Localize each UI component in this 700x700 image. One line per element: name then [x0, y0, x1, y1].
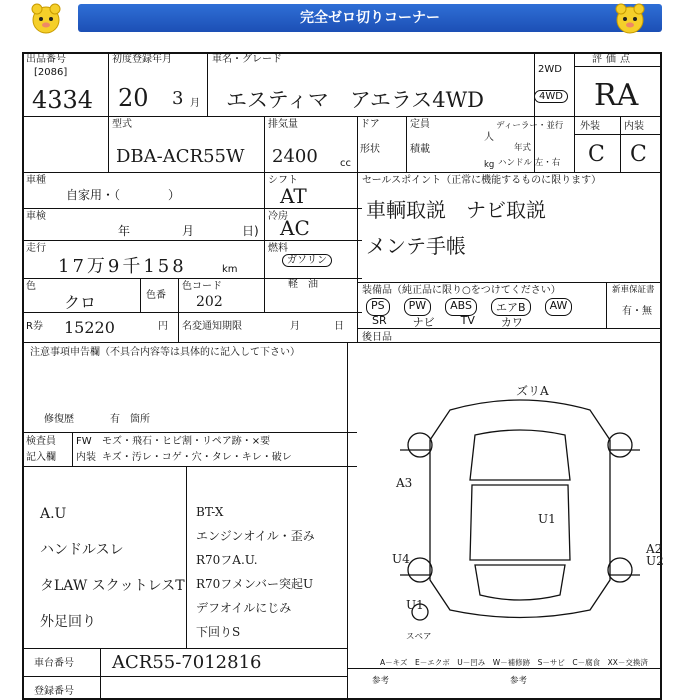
displacement-label: 排気量	[268, 119, 298, 130]
shape-label: 形状	[360, 144, 380, 155]
chassis-label: 車台番号	[34, 658, 74, 669]
comments-right	[196, 500, 315, 644]
fw-items: モズ・飛石・ヒビ割・リペア跡・×要	[102, 436, 271, 447]
exhibit-label: 出品番号	[26, 54, 66, 65]
mascot-right-icon	[612, 2, 648, 36]
sales-point-label: セールスポイント（正常に機能するものに限ります）	[362, 175, 602, 186]
mascot-left-icon	[28, 2, 64, 36]
inspector-comment: エンジンオイル・歪み	[196, 529, 315, 543]
car-name: エスティマ アエラス4WD	[226, 88, 485, 112]
name-change-month: 月	[290, 321, 300, 332]
mileage-label: 走行	[26, 243, 46, 254]
mark-u2: U2	[646, 554, 664, 568]
inspector-comment: R70フA.U.	[196, 553, 258, 567]
inspection-day-unit: 日)	[242, 224, 259, 238]
recycle-unit: 円	[158, 321, 168, 332]
equipment-item: エアB	[491, 298, 531, 316]
name-change-label: 名変通知期限	[182, 321, 242, 332]
inspector-comment: デフオイルにじみ	[196, 601, 292, 615]
handle-label: ハンドル 左・右	[498, 158, 561, 168]
mark-top: ズリA	[516, 384, 549, 398]
chassis-value: ACR55-7012816	[112, 652, 262, 673]
color-number-label: 色番	[146, 290, 166, 301]
door-label: ドア	[360, 119, 380, 130]
banner-title: 完全ゼロ切りコーナー	[78, 4, 662, 32]
exterior-grade: C	[588, 142, 605, 167]
recycle-label: R券	[26, 321, 43, 332]
car-kind-value: 自家用・（ ）	[66, 188, 181, 202]
mark-u4: U4	[392, 552, 410, 566]
inspector-comment: R70フメンバー突起U	[196, 577, 314, 591]
model-value: DBA-ACR55W	[116, 146, 245, 167]
evaluation-score: RA	[594, 78, 639, 113]
sales-point-line1: 車輌取説 ナビ取説	[366, 198, 546, 222]
repair-history-value: 有 箇所	[110, 414, 150, 425]
model-label: 型式	[112, 119, 132, 130]
fw-label: FW	[76, 436, 92, 447]
equipment-item: SR	[372, 314, 387, 327]
inspector-label: 検査員	[26, 436, 56, 447]
entry-label: 記入欄	[26, 452, 56, 463]
drive-4wd-circled: 4WD	[534, 90, 568, 103]
car-damage-diagram	[380, 380, 663, 630]
mark-u1-rear: U1	[406, 598, 424, 612]
inspection-label: 車検	[26, 211, 46, 222]
name-change-day: 日	[334, 321, 344, 332]
drive-2wd: 2WD	[538, 64, 562, 75]
comments-left	[40, 496, 185, 640]
displacement-value: 2400	[272, 146, 318, 167]
inspection-month-unit: 月	[182, 224, 195, 238]
inspector-comment: 外足回り	[40, 614, 96, 630]
recycle-value: 15220	[64, 318, 115, 337]
interior-items-label: 内装	[76, 452, 96, 463]
equipment-item: カワ	[500, 316, 523, 329]
fuel-label: 燃料	[268, 243, 288, 254]
load-label: 積載	[410, 144, 430, 155]
registration-label: 初度登録年月	[112, 54, 172, 65]
color-value: クロ	[64, 293, 97, 312]
mark-u1-center: U1	[538, 512, 556, 526]
registration-year: 20	[118, 84, 149, 112]
capacity-label: 定員	[410, 119, 430, 130]
color-code-label: 色コード	[182, 281, 222, 292]
load-unit: kg	[484, 160, 495, 170]
inspector-comment: BT-X	[196, 505, 224, 519]
equipment-item: ABS	[445, 298, 477, 316]
displacement-unit: cc	[340, 158, 351, 169]
year-label: 年式	[514, 143, 532, 153]
evaluation-label: 評価点	[592, 54, 634, 65]
capacity-unit: 人	[484, 132, 494, 143]
equipment-label: 装備品（純正品に限り○をつけてください）	[362, 285, 561, 296]
shift-value: AT	[280, 184, 307, 208]
equipment-item: PW	[404, 298, 432, 316]
car-kind-label: 車種	[26, 175, 46, 186]
shift-label: シフト	[268, 175, 298, 186]
mark-a3: A3	[396, 476, 413, 490]
footer-note-2: 参考	[510, 676, 528, 686]
mileage-unit: km	[222, 264, 238, 275]
fuel-light-oil: 軽 油	[288, 279, 318, 290]
interior-grade: C	[630, 142, 647, 167]
after-item-label: 後日品	[362, 332, 392, 343]
registration-month: 3	[172, 88, 184, 109]
interior-items: キズ・汚レ・コゲ・穴・タレ・キレ・破レ	[102, 452, 292, 463]
color-label: 色	[26, 281, 36, 292]
fuel-value-circled: ガソリン	[282, 254, 332, 267]
equipment-item: ナビ	[412, 316, 435, 329]
dealer-label: ディーラー・並行	[496, 121, 564, 131]
inspector-comment: 下回りS	[196, 625, 241, 639]
exterior-label: 外装	[580, 121, 600, 132]
lot-id: [2086]	[34, 67, 68, 78]
equipment-item: TV	[460, 314, 475, 327]
spare-label: スペア	[406, 632, 432, 642]
declaration-label: 注意事項申告欄（不具合内容等は具体的に記入して下さい）	[30, 347, 300, 358]
registration-month-unit: 月	[190, 98, 200, 109]
color-code-value: 202	[196, 294, 223, 310]
repair-history-label: 修復歴	[44, 414, 74, 425]
equipment-item: PS	[366, 298, 390, 316]
mileage-value: 17万9千158	[58, 256, 187, 277]
ac-label: 冷房	[268, 211, 288, 222]
interior-label: 内装	[624, 121, 644, 132]
registration-number-label: 登録番号	[34, 686, 74, 697]
mark-a2: A2	[646, 542, 663, 556]
equipment-item: AW	[545, 298, 573, 316]
sales-point-line2: メンテ手帳	[366, 234, 466, 258]
damage-legend: A－キズ E－エクボ U－凹み W－補修跡 S－サビ C－腐食 XX－交換済	[380, 658, 648, 667]
inspector-comment: ハンドルスレ	[40, 542, 124, 558]
inspection-year-unit: 年	[118, 224, 131, 238]
ac-value: AC	[280, 216, 310, 240]
car-name-label: 車名・グレード	[212, 54, 282, 65]
equipment-row-2	[372, 314, 523, 330]
warranty-label: 新車保証書	[612, 285, 655, 295]
footer-note-1: 参考	[372, 676, 390, 686]
inspector-comment: タLAW スクットレスT	[40, 578, 185, 594]
inspector-comment: A.U	[40, 506, 67, 522]
warranty-value: 有・無	[622, 306, 652, 317]
lot-number: 4334	[32, 86, 94, 114]
